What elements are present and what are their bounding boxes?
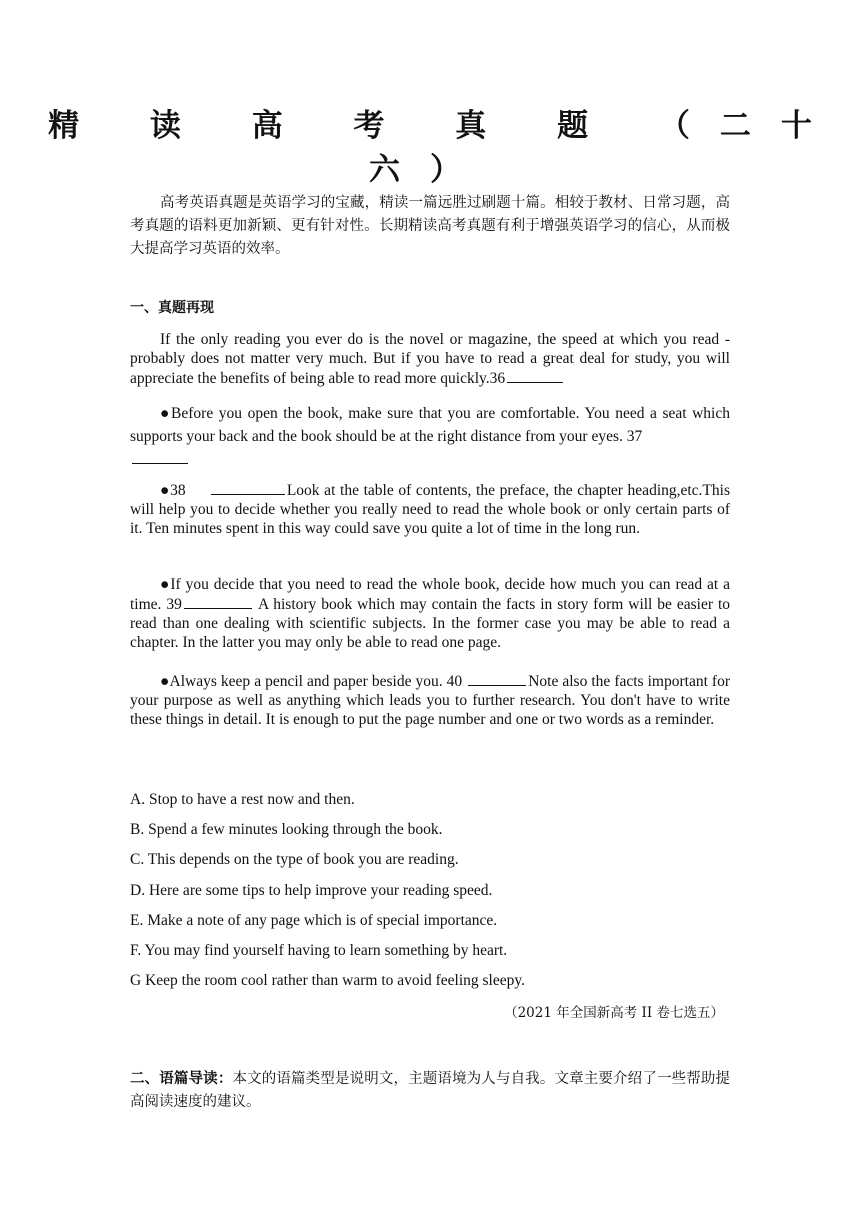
- option-g: G Keep the room cool rather than warm to avoid feeling sleepy.: [130, 972, 525, 990]
- section-heading-guide: 二、语篇导读：: [130, 1070, 233, 1087]
- paragraph-text: ●Before you open the book, make sure that you are comfortable. You need a seat which supports your back and the book should be at the right distance from your eyes.: [130, 405, 730, 445]
- blank-number: 37: [626, 428, 643, 445]
- guide-text: 本文的语篇类型是说明文，主题语境为人与自我。文章主要介绍了一些帮助提高阅读速度的建议。: [130, 1071, 731, 1110]
- option-f: F. You may find yourself having to learn something by heart.: [130, 941, 508, 959]
- paragraph-text: If the only reading you ever do is the novel or magazine, the speed at which you read -probably does not matter very much. But if you have to read a great deal for study, you will appreciate the benefits of being able to read more quickly.: [130, 331, 730, 387]
- blank-number: 40: [446, 673, 463, 690]
- document-title: 精 读 高 考 真 题 （二十六）: [48, 108, 842, 188]
- answer-blank: [184, 594, 252, 609]
- paragraph-text-before: ●Always keep a pencil and paper beside you.: [160, 673, 443, 690]
- passage-paragraph-4: [130, 575, 730, 652]
- paragraph-text: Look at the table of contents, the preface, the chapter heading,etc.This will help you to decide whether you really need to read the whole book or only certain parts of it. Ten minutes spent in this way could save you quite a lot of time in the long run.: [130, 482, 730, 537]
- blank-number: ●38: [160, 482, 186, 499]
- passage-paragraph-2: [130, 402, 730, 471]
- option-c: C. This depends on the type of book you are reading.: [130, 851, 459, 869]
- paragraph-text-after: Note also the facts important for your purpose as well as anything which leads you to further research. You don't have to write these things in detail. It is enough to put the page number and one or two words as a reminder.: [130, 673, 730, 728]
- paragraph-text-before: ●If you decide that you need to read the whole book, decide how much you can read at a time.: [130, 576, 730, 613]
- answer-blank: [507, 368, 563, 383]
- option-e: E. Make a note of any page which is of special importance.: [130, 911, 498, 929]
- answer-blank: [468, 671, 526, 686]
- blank-number: 36: [489, 370, 506, 387]
- answer-options: [130, 790, 730, 1001]
- section-heading-real-exam: 一、真题再现: [130, 300, 214, 316]
- exam-source: （2021 年全国新高考 II 卷七选五）: [504, 1005, 724, 1021]
- answer-blank: [211, 480, 285, 495]
- option-d: D. Here are some tips to help improve your reading speed.: [130, 881, 493, 899]
- passage-paragraph-3: [130, 480, 730, 538]
- paragraph-text-after: A history book which may contain the facts in story form will be easier to read than one dealing with scientific subjects. In the former case you may be able to read a chapter. In the latter you may only be able to read one page.: [130, 596, 730, 651]
- passage-paragraph-1: [130, 330, 730, 388]
- option-b: B. Spend a few minutes looking through the book.: [130, 821, 443, 839]
- option-a: A. Stop to have a rest now and then.: [130, 791, 355, 808]
- answer-blank: [132, 449, 188, 464]
- passage-guide: [130, 1067, 730, 1114]
- intro-paragraph: 高考英语真题是英语学习的宝藏，精读一篇远胜过刷题十篇。相较于教材、日常习题，高考真题的语料更加新颖、更有针对性。长期精读高考真题有利于增强英语学习的信心，从而极大提高学习英语的效率。: [130, 195, 730, 257]
- passage-paragraph-5: [130, 671, 730, 729]
- blank-number: 39: [166, 596, 182, 613]
